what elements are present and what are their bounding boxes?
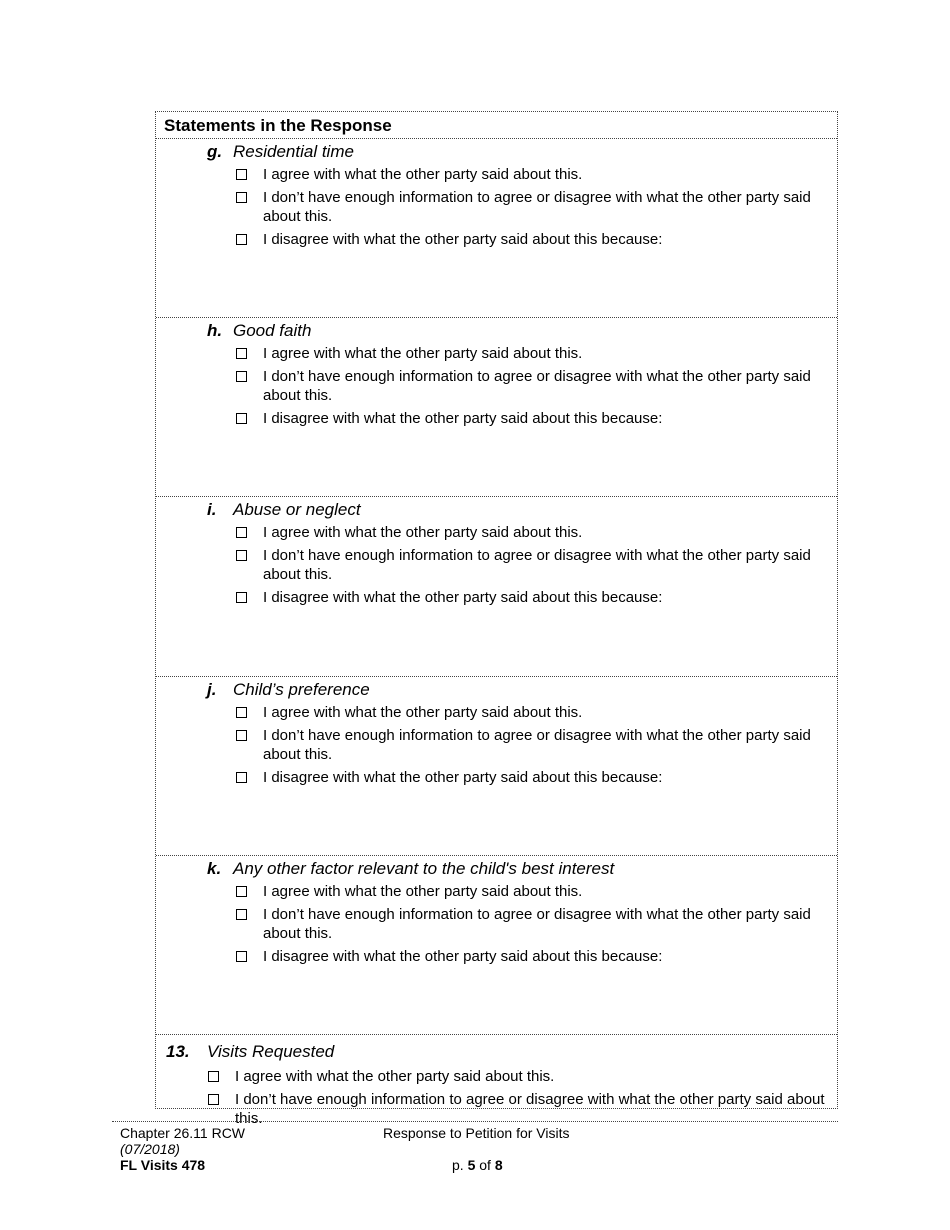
checkbox[interactable] (236, 192, 247, 203)
section-heading (207, 500, 361, 520)
footer-chapter: Chapter 26.11 RCW (120, 1125, 246, 1141)
section-heading (207, 680, 370, 700)
section-letter: j. (207, 679, 217, 699)
option-not-enough-info[interactable]: I don’t have enough information to agree or disagree with what the other party said about this. (236, 188, 816, 226)
section-i (156, 497, 837, 676)
section-heading (207, 142, 354, 162)
footer-date: (07/2018) (120, 1141, 180, 1157)
option-disagree[interactable]: I disagree with what the other party said about this because: (236, 588, 816, 607)
option-disagree[interactable]: I disagree with what the other party said about this because: (236, 768, 816, 787)
option-disagree[interactable]: I disagree with what the other party said about this because: (236, 947, 816, 966)
section-letter: h. (207, 321, 223, 341)
table-header: Statements in the Response (156, 112, 837, 139)
checkbox[interactable] (236, 371, 247, 382)
checkbox[interactable] (236, 592, 247, 603)
section-g (156, 139, 837, 318)
section-title: Visits Requested (207, 1042, 335, 1061)
option-not-enough-info[interactable]: I don’t have enough information to agree or disagree with what the other party said about this. (236, 367, 816, 405)
section-heading (166, 1042, 334, 1062)
checkbox[interactable] (236, 909, 247, 920)
option-disagree[interactable]: I disagree with what the other party said about this because: (236, 409, 816, 428)
option-agree[interactable]: I agree with what the other party said about this. (236, 523, 816, 542)
section-title: Any other factor relevant to the child's best interest (233, 858, 615, 878)
checkbox[interactable] (236, 413, 247, 424)
checkbox[interactable] (236, 550, 247, 561)
checkbox[interactable] (236, 169, 247, 180)
option-not-enough-info[interactable]: I don’t have enough information to agree or disagree with what the other party said about this. (236, 905, 816, 943)
section-title: Residential time (233, 142, 354, 161)
checkbox[interactable] (236, 234, 247, 245)
footer-page-number: p. 5 of 8 (452, 1157, 503, 1173)
section-13 (156, 1035, 837, 1127)
checkbox[interactable] (236, 348, 247, 359)
section-j (156, 677, 837, 856)
checkbox[interactable] (208, 1071, 219, 1082)
section-heading (207, 859, 614, 879)
option-agree[interactable]: I agree with what the other party said about this. (236, 703, 816, 722)
option-agree[interactable]: I agree with what the other party said about this. (236, 165, 816, 184)
section-title: Child’s preference (233, 679, 370, 699)
option-agree[interactable]: I agree with what the other party said about this. (236, 344, 816, 363)
option-not-enough-info[interactable]: I don’t have enough information to agree or disagree with what the other party said about this. (208, 1090, 838, 1128)
footer-form-title: Response to Petition for Visits (383, 1125, 570, 1141)
checkbox[interactable] (236, 951, 247, 962)
section-heading (207, 321, 311, 341)
section-letter: i. (207, 500, 217, 520)
checkbox[interactable] (236, 772, 247, 783)
option-agree[interactable]: I agree with what the other party said about this. (236, 882, 816, 901)
footer-divider (112, 1121, 838, 1122)
option-disagree[interactable]: I disagree with what the other party said about this because: (236, 230, 816, 249)
option-not-enough-info[interactable]: I don’t have enough information to agree or disagree with what the other party said about this. (236, 546, 816, 584)
statements-table (155, 111, 838, 1127)
option-agree[interactable]: I agree with what the other party said about this. (208, 1067, 838, 1086)
checkbox[interactable] (236, 730, 247, 741)
checkbox[interactable] (208, 1094, 219, 1105)
checkbox[interactable] (236, 527, 247, 538)
section-k (156, 856, 837, 1035)
section-h (156, 318, 837, 497)
option-not-enough-info[interactable]: I don’t have enough information to agree or disagree with what the other party said about this. (236, 726, 816, 764)
checkbox[interactable] (236, 707, 247, 718)
footer-form-id: FL Visits 478 (120, 1157, 206, 1173)
section-title: Good faith (233, 321, 312, 341)
checkbox[interactable] (236, 886, 247, 897)
section-letter: g. (207, 142, 223, 161)
section-title: Abuse or neglect (233, 500, 361, 520)
section-letter: k. (207, 858, 222, 878)
section-number: 13. (166, 1042, 190, 1061)
